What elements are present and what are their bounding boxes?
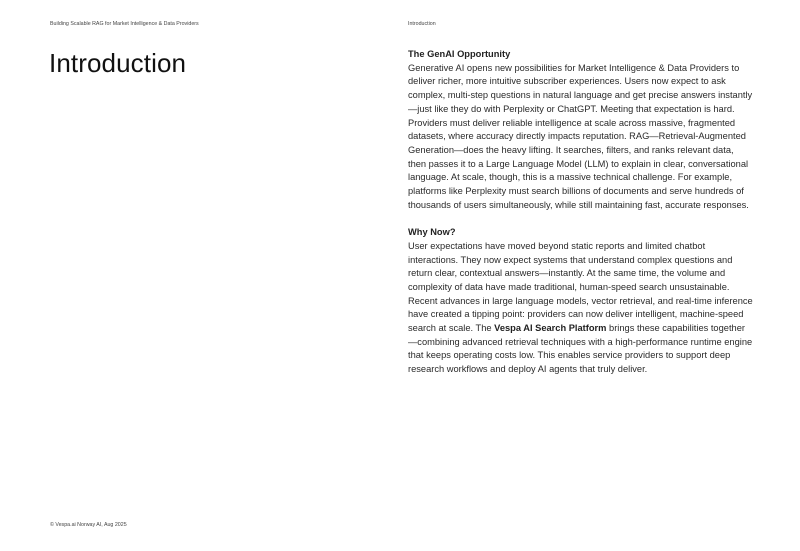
- section-heading-genai-opportunity: The GenAI Opportunity: [408, 49, 511, 59]
- why-now-text-after: brings these capabilities together—combining advanced retrieval techniques with a high-performance runtime engine that keeps operating costs low. This enables service providers to support deep research workflows and deploy AI agents that truly deliver.: [408, 323, 753, 375]
- page-title: Introduction: [49, 48, 187, 78]
- section-heading-why-now: Why Now?: [408, 227, 456, 238]
- section-running-title: Introduction: [408, 21, 436, 27]
- document-running-title: Building Scalable RAG for Market Intelligence & Data Providers: [50, 21, 199, 27]
- footer-copyright: © Vespa.ai Norway AI, Aug 2025: [50, 522, 127, 528]
- vespa-platform-emphasis: Vespa AI Search Platform: [494, 323, 607, 334]
- content-column: [408, 48, 753, 377]
- section-body-genai-opportunity: Generative AI opens new possibilities for Market Intelligence & Data Providers to deliver richer, more intuitive subscriber experiences. Users now expect to ask complex, multi-step questions in natural language and get precise answers instantly—just like they do with Perplexity or ChatGPT. Meeting that expectation is hard. Providers must deliver reliable intelligence at scale across massive, fragmented datasets, where accuracy directly impacts reputation. RAG—Retrieval-Augmented Generation—does the heavy lifting. It searches, filters, and ranks relevant data, then passes it to a Large Language Model (LLM) to explain in clear, conversational language. At scale, though, this is a massive technical challenge. For example, platforms like Perplexity must search billions of documents and serve hundreds of thousands of users simultaneously, while still maintaining fast, accurate responses.: [408, 62, 753, 210]
- section-spacer: [408, 212, 753, 226]
- section-body-why-now: [408, 240, 753, 377]
- why-now-text-before: User expectations have moved beyond static reports and limited chatbot interactions. They now expect systems that understand complex questions and return clear, contextual answers—instantly. At the same time, the volume and complexity of data have made traditional, human-speed search unsustainable. Recent advances in large language models, vector retrieval, and real-time inference have created a tipping point: providers can now deliver intelligent, machine-speed search at scale. The: [408, 240, 753, 334]
